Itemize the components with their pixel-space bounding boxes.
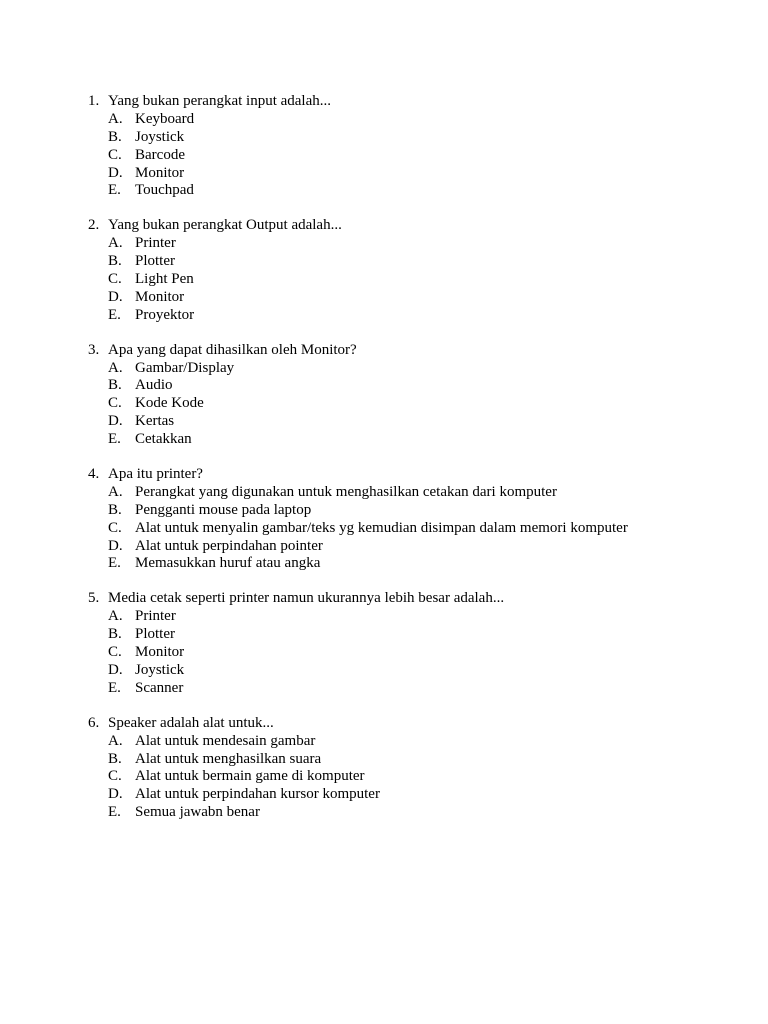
option-e (88, 555, 728, 573)
option-letter: D. (108, 288, 123, 305)
option-a (88, 484, 728, 502)
option-text: Monitor (135, 288, 185, 305)
option-letter: D. (108, 786, 123, 803)
option-letter: C. (108, 271, 122, 288)
option-letter: A. (108, 110, 123, 127)
option-text: Scanner (135, 679, 184, 696)
question-4 (88, 466, 728, 573)
option-letter: E. (108, 182, 121, 199)
question-text: Yang bukan perangkat input adalah... (108, 93, 332, 109)
option-text: Gambar/Display (135, 359, 235, 376)
option-c (88, 768, 728, 786)
question-5 (88, 590, 728, 697)
option-text: Alat untuk menghasilkan suara (135, 750, 322, 767)
option-c (88, 520, 728, 538)
option-text: Cetakkan (135, 431, 192, 448)
question-line (88, 93, 728, 111)
option-b (88, 129, 728, 147)
option-c (88, 271, 728, 289)
option-letter: C. (108, 146, 122, 163)
question-1 (88, 93, 728, 200)
option-letter: B. (108, 501, 122, 518)
question-6 (88, 715, 728, 822)
question-list (88, 93, 728, 839)
question-number: 3. (88, 341, 100, 358)
option-text: Plotter (135, 626, 175, 643)
option-text: Barcode (135, 146, 185, 163)
option-d (88, 289, 728, 307)
option-letter: D. (108, 164, 123, 181)
question-line (88, 342, 728, 360)
question-line (88, 590, 728, 608)
option-e (88, 680, 728, 698)
option-text: Monitor (135, 644, 185, 661)
option-text: Audio (135, 377, 173, 394)
option-letter: E. (108, 431, 121, 448)
option-a (88, 111, 728, 129)
question-number: 4. (88, 466, 100, 483)
option-letter: D. (108, 413, 123, 430)
option-text: Monitor (135, 164, 185, 181)
option-d (88, 786, 728, 804)
option-text: Alat untuk perpindahan pointer (135, 537, 323, 554)
question-text: Media cetak seperti printer namun ukurannya lebih besar adalah... (108, 590, 505, 607)
option-letter: B. (108, 253, 122, 270)
option-text: Kertas (135, 413, 175, 430)
option-text: Alat untuk bermain game di komputer (135, 768, 365, 785)
option-letter: D. (108, 661, 123, 678)
option-e (88, 431, 728, 449)
option-letter: E. (108, 306, 121, 323)
question-3 (88, 342, 728, 449)
option-letter: A. (108, 483, 123, 500)
option-letter: B. (108, 128, 122, 145)
option-text: Semua jawabn benar (135, 804, 260, 821)
option-letter: D. (108, 537, 123, 554)
option-e (88, 307, 728, 325)
question-line (88, 715, 728, 733)
option-text: Touchpad (135, 182, 194, 199)
option-letter: A. (108, 359, 123, 376)
question-line (88, 217, 728, 235)
question-2 (88, 217, 728, 324)
question-text: Yang bukan perangkat Output adalah... (108, 217, 342, 234)
option-d (88, 165, 728, 183)
option-c (88, 395, 728, 413)
option-b (88, 502, 728, 520)
question-number: 2. (88, 217, 100, 234)
option-letter: C. (108, 644, 122, 661)
option-letter: B. (108, 377, 122, 394)
option-text: Light Pen (135, 271, 194, 288)
option-text: Alat untuk menyalin gambar/teks yg kemudian disimpan dalam memori komputer (135, 519, 628, 536)
option-b (88, 253, 728, 271)
option-text: Pengganti mouse pada laptop (135, 501, 312, 518)
option-a (88, 360, 728, 378)
option-text: Printer (135, 235, 176, 252)
question-line (88, 466, 728, 484)
option-letter: A. (108, 608, 123, 625)
option-letter: E. (108, 679, 121, 696)
option-text: Printer (135, 608, 176, 625)
option-text: Alat untuk mendesain gambar (135, 732, 316, 749)
option-b (88, 751, 728, 769)
option-b (88, 626, 728, 644)
option-text: Kode Kode (135, 395, 204, 412)
option-letter: A. (108, 732, 123, 749)
option-letter: E. (108, 804, 121, 821)
option-letter: C. (108, 395, 122, 412)
option-a (88, 235, 728, 253)
option-text: Alat untuk perpindahan kursor komputer (135, 786, 380, 803)
question-text: Apa yang dapat dihasilkan oleh Monitor? (108, 341, 357, 358)
question-number: 1. (88, 93, 100, 109)
option-text: Plotter (135, 253, 175, 270)
option-letter: B. (108, 750, 122, 767)
option-letter: C. (108, 768, 122, 785)
option-a (88, 733, 728, 751)
option-text: Joystick (135, 661, 185, 678)
option-d (88, 662, 728, 680)
option-c (88, 644, 728, 662)
option-letter: C. (108, 519, 122, 536)
option-a (88, 608, 728, 626)
option-c (88, 147, 728, 165)
option-e (88, 804, 728, 822)
option-d (88, 538, 728, 556)
question-text: Apa itu printer? (108, 466, 203, 483)
option-e (88, 182, 728, 200)
option-text: Perangkat yang digunakan untuk menghasilkan cetakan dari komputer (135, 483, 557, 500)
question-number: 5. (88, 590, 100, 607)
option-letter: E. (108, 555, 121, 572)
option-b (88, 377, 728, 395)
option-text: Keyboard (135, 110, 195, 127)
option-letter: A. (108, 235, 123, 252)
option-text: Joystick (135, 128, 185, 145)
question-number: 6. (88, 714, 100, 731)
option-letter: B. (108, 626, 122, 643)
option-text: Proyektor (135, 306, 195, 323)
option-d (88, 413, 728, 431)
option-text: Memasukkan huruf atau angka (135, 555, 321, 572)
question-text: Speaker adalah alat untuk... (108, 714, 274, 731)
